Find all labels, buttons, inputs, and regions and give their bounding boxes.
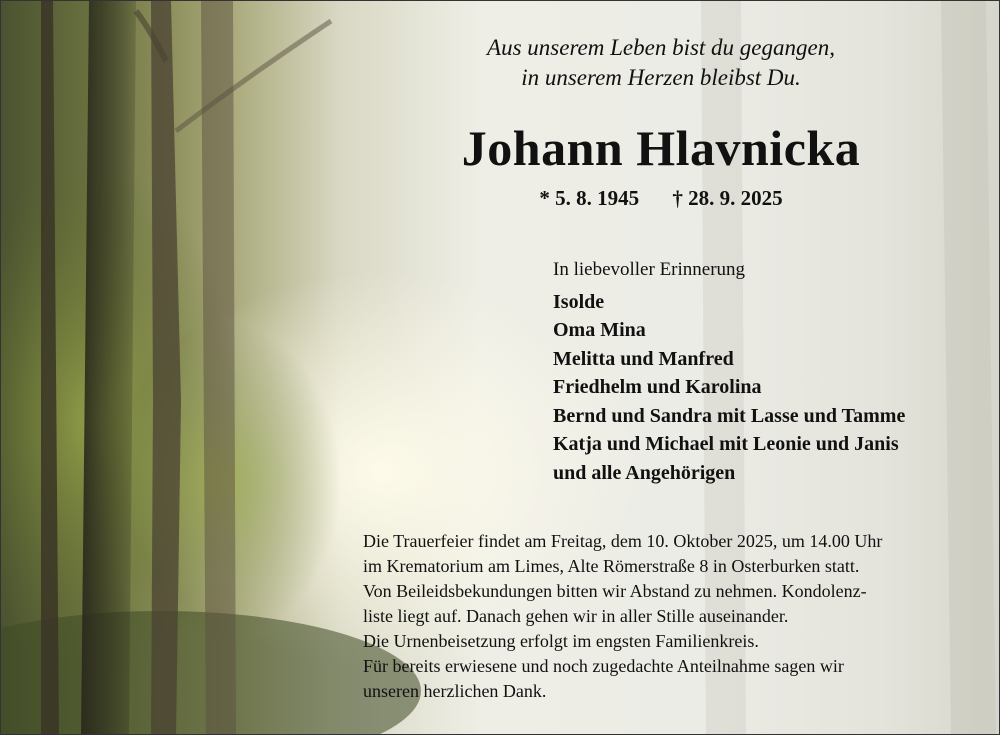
mourner: und alle Angehörigen bbox=[553, 462, 736, 484]
notice-line: Für bereits erwiesene und noch zugedachte Anteilnahme sagen wir bbox=[363, 656, 844, 676]
mourner: Oma Mina bbox=[553, 319, 646, 341]
notice-line: liste liegt auf. Danach gehen wir in aller Stille auseinander. bbox=[363, 606, 789, 626]
notice-line: Die Urnenbeisetzung erfolgt im engsten Familienkreis. bbox=[363, 631, 759, 651]
mourner: Isolde bbox=[553, 291, 605, 313]
notice-line: Die Trauerfeier findet am Freitag, dem 10. Oktober 2025, um 14.00 Uhr bbox=[363, 531, 883, 551]
death-date: † 28. 9. 2025 bbox=[672, 186, 783, 210]
mourner: Friedhelm und Karolina bbox=[553, 376, 762, 398]
life-dates bbox=[331, 186, 991, 211]
mourner: Melitta und Manfred bbox=[553, 348, 734, 370]
verse-line: Aus unserem Leben bist du gegangen, bbox=[487, 35, 835, 60]
mourner: Katja und Michael mit Leonie und Janis bbox=[553, 433, 899, 455]
notice-line: Von Beileidsbekundungen bitten wir Abstand zu nehmen. Kondolenz- bbox=[363, 581, 867, 601]
memorial-intro: In liebevoller Erinnerung bbox=[553, 259, 746, 280]
notice-line: unseren herzlichen Dank. bbox=[363, 681, 547, 701]
mourner: Bernd und Sandra mit Lasse und Tamme bbox=[553, 405, 906, 427]
deceased-name: Johann Hlavnicka bbox=[461, 120, 861, 176]
birth-date: * 5. 8. 1945 bbox=[539, 186, 640, 210]
notice-line: im Krematorium am Limes, Alte Römerstraße 8 in Osterburken statt. bbox=[363, 556, 860, 576]
verse-line: in unserem Herzen bleibst Du. bbox=[521, 65, 801, 90]
